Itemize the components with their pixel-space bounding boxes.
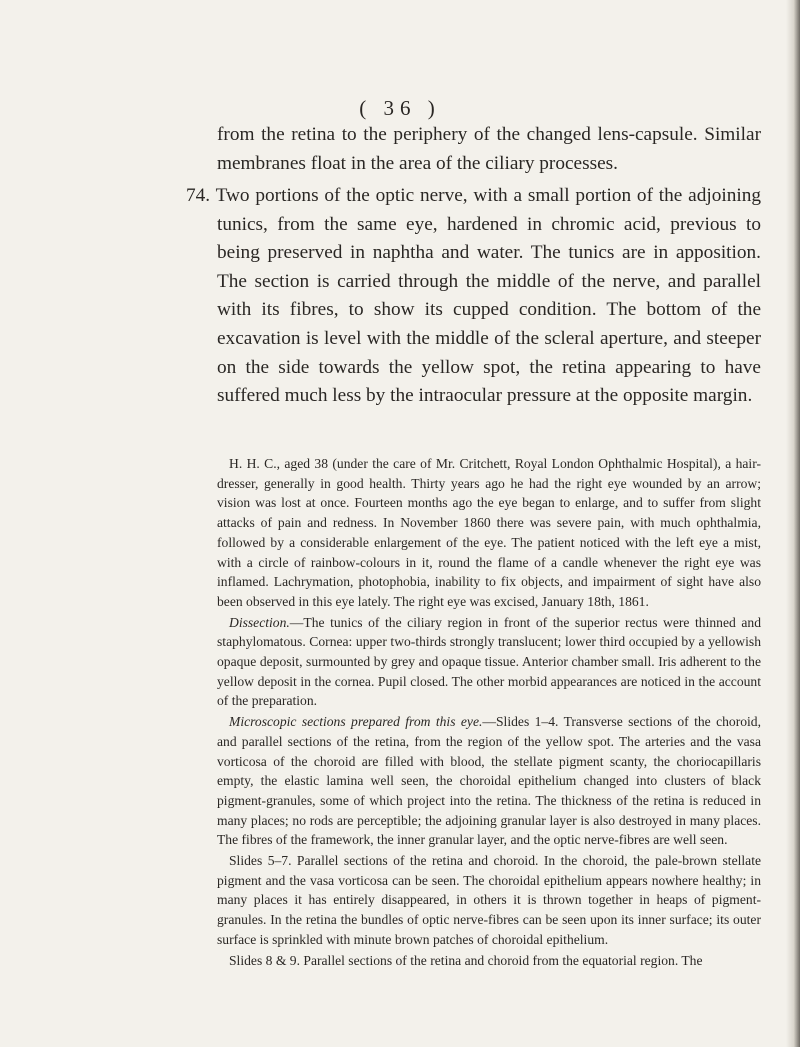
entry-74: [186, 182, 761, 411]
microscopic-text: —Slides 1–4. Transverse sections of the choroid, and parallel sections of the retina, from the region of the yellow spot. The arteries and the vasa vorticosa of the choroid are filled with blood, the stellate pigment scanty, the choriocapillaris empty, the elastic lamina well seen, the choroidal epithelium changed into clusters of black pigment-granules, some of which project into the retina. The thickness of the retina is reduced in many places; no rods are perceptible; the adjoining granular layer is also destroyed in many places. The fibres of the framework, the inner granular layer, and the optic nerve-fibres are well seen.: [217, 714, 761, 848]
dissection-text: —The tunics of the ciliary region in front of the superior rectus were thinned and staphylomatous. Cornea: upper two-thirds strongly translucent; lower third occupied by a yellowish opaque deposit, surmounted by grey and opaque tissue. Anterior chamber small. Iris adherent to the yellow deposit in the cornea. Pupil closed. The other morbid appearances are noticed in the account of the preparation.: [217, 614, 761, 709]
entry-number: 74.: [186, 185, 211, 206]
dissection-paragraph: [217, 613, 761, 712]
case-notes: [217, 454, 761, 970]
page-number: ( 36 ): [359, 96, 441, 120]
page-edge-shadow: [786, 0, 800, 1047]
microscopic-paragraph: [217, 712, 761, 850]
case-history: H. H. C., aged 38 (under the care of Mr. Critchett, Royal London Ophthalmic Hospital), a hair-dresser, generally in good health. Thirty years ago he had the right eye wounded by an arrow; vision was lost at once. Fourteen months ago the eye began to enlarge, and to suffer from slight attacks of pain and redness. In November 1860 there was severe pain, with much ophthalmia, followed by a considerable enlargement of the eye. The patient noticed with the left eye a mist, with a circle of rainbow-colours in it, round the flame of a candle whenever the right eye was inflamed. Lachrymation, photophobia, inability to fix objects, and impairment of sight have also been observed in this eye lately. The right eye was excised, January 18th, 1861.: [217, 456, 761, 609]
slides-5-7-paragraph: Slides 5–7. Parallel sections of the retina and choroid. In the choroid, the pale-brown stellate pigment and the vasa vorticosa can be seen. The choroidal epithelium appears nowhere healthy; in many places it has entirely disappeared, in others it is thrown together in heaps of pigment-granules. In the retina the bundles of optic nerve-fibres can be seen upon its inner surface; its outer surface is sprinkled with minute brown patches of choroidal epithelium.: [217, 853, 761, 947]
entry-text: Two portions of the optic nerve, with a small portion of the adjoining tunics, from the same eye, hardened in chromic acid, previous to being preserved in naphtha and water. The tunics are in apposition. The section is carried through the middle of the nerve, and parallel with its fibres, to show its cupped condition. The bottom of the excavation is level with the middle of the scleral aperture, and steeper on the side towards the yellow spot, the retina appearing to have suffered much less by the intraocular pressure at the opposite margin.: [215, 185, 761, 407]
microscopic-label: Microscopic sections prepared from this eye.: [229, 714, 483, 730]
intro-paragraph: from the retina to the periphery of the changed lens-capsule. Similar membranes float in the area of the ciliary processes.: [217, 124, 761, 174]
slides-8-9-paragraph: Slides 8 & 9. Parallel sections of the retina and choroid from the equatorial region. The: [229, 952, 703, 968]
dissection-label: Dissection.: [229, 614, 290, 630]
